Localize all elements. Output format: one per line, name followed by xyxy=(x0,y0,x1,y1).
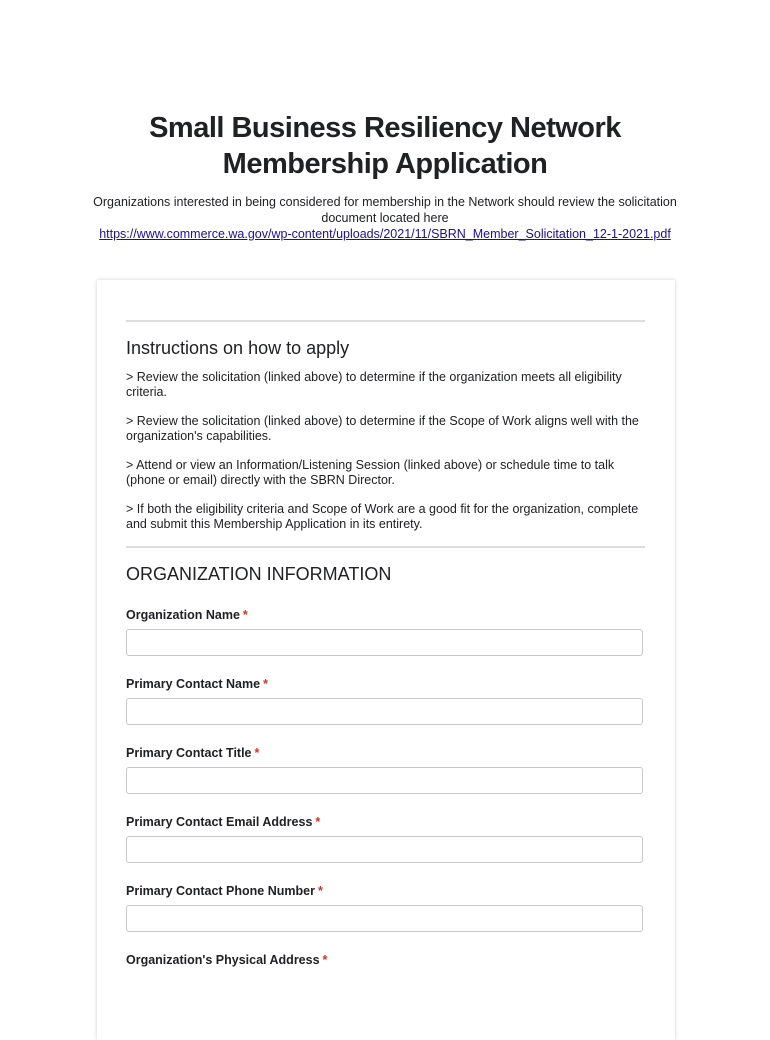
required-asterisk: * xyxy=(315,815,321,829)
required-asterisk: * xyxy=(317,884,323,898)
instructions-title: Instructions on how to apply xyxy=(126,338,350,358)
question-label-physical-address xyxy=(126,953,327,967)
primary-contact-phone-input[interactable] xyxy=(126,905,643,932)
question-label-text: Organization Name xyxy=(126,608,240,622)
organization-name-input[interactable] xyxy=(126,629,643,656)
page-title: Small Business Resiliency Network Membership Application xyxy=(149,112,621,180)
question-label-primary-contact-email xyxy=(126,815,320,829)
required-asterisk: * xyxy=(254,746,260,760)
instruction-item: > If both the eligibility criteria and Scope of Work are a good fit for the organization, complete and submit this Membership Application in its entirety. xyxy=(126,502,639,531)
primary-contact-email-input[interactable] xyxy=(126,836,643,863)
question-label-primary-contact-phone xyxy=(126,884,323,898)
question-label-organization-name xyxy=(126,608,248,622)
org-section-title: ORGANIZATION INFORMATION xyxy=(126,564,392,584)
primary-contact-name-input[interactable] xyxy=(126,698,643,725)
question-label-text: Primary Contact Title xyxy=(126,746,252,760)
question-label-text: Organization's Physical Address xyxy=(126,953,320,967)
question-label-primary-contact-title xyxy=(126,746,259,760)
question-label-text: Primary Contact Phone Number xyxy=(126,884,315,898)
required-asterisk: * xyxy=(242,608,248,622)
form-card xyxy=(97,280,675,1040)
instructions-list xyxy=(126,370,645,546)
instruction-item: > Attend or view an Information/Listening Session (linked above) or schedule time to talk (phone or email) directly with the SBRN Director. xyxy=(126,458,615,487)
instruction-item: > Review the solicitation (linked above) to determine if the Scope of Work aligns well with the organization's capabilities. xyxy=(126,414,639,443)
section-divider xyxy=(126,546,645,548)
required-asterisk: * xyxy=(263,677,268,691)
solicitation-link[interactable]: https://www.commerce.wa.gov/wp-content/uploads/2021/11/SBRN_Member_Solicitation_12-1-2021.pdf xyxy=(99,227,671,241)
section-divider xyxy=(126,320,645,322)
question-label-text: Primary Contact Email Address xyxy=(126,815,313,829)
question-label-primary-contact-name xyxy=(126,677,268,691)
instruction-item: > Review the solicitation (linked above) to determine if the organization meets all eligibility criteria. xyxy=(126,370,622,399)
form-header xyxy=(0,110,770,242)
question-label-text: Primary Contact Name xyxy=(126,677,261,691)
primary-contact-title-input[interactable] xyxy=(126,767,643,794)
required-asterisk: * xyxy=(322,953,328,967)
form-description: Organizations interested in being considered for membership in the Network should review the solicitation document located here xyxy=(93,195,677,225)
